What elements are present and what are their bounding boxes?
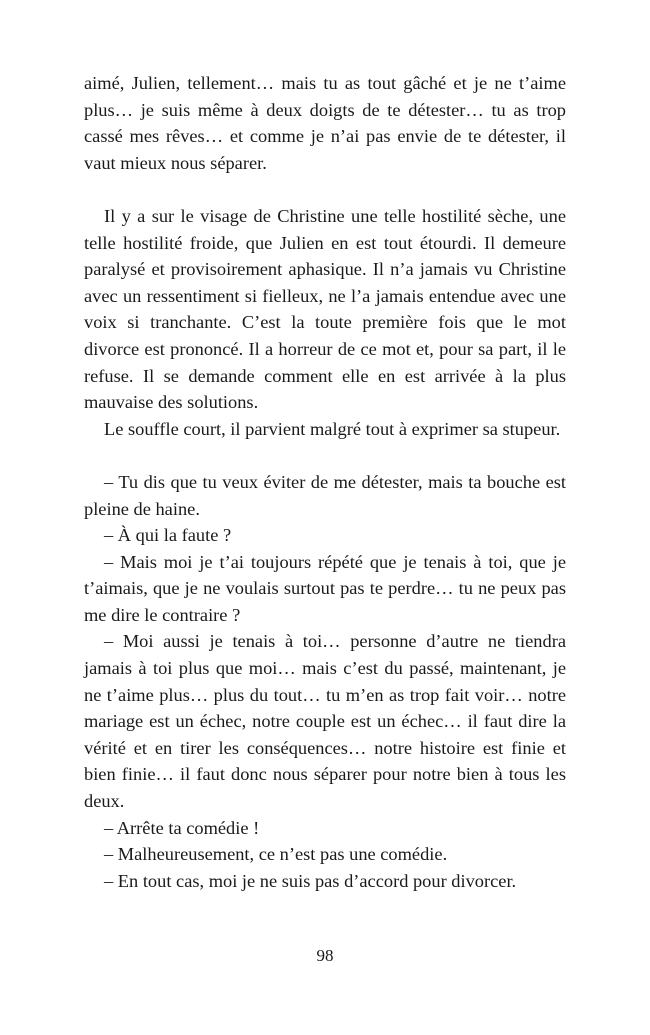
dialogue-line: – Arrête ta comédie ! bbox=[104, 817, 260, 838]
dialogue-line: – Tu dis que tu veux éviter de me détester, mais ta bouche est pleine de haine. bbox=[84, 471, 566, 519]
paragraph-narration: Il y a sur le visage de Christine une telle hostilité sèche, une telle hostilité froide, que Julien en est tout étourdi. Il demeure paralysé et provisoirement aphasique. Il n’a jamais vu Christine avec un ressentiment si fielleux, ne l’a jamais entendue avec une voix si tranchante. C’est la toute première fois que le mot divorce est prononcé. Il a horreur de ce mot et, pour sa part, il le refuse. Il se demande comment elle en est arrivée à la plus mauvaise des solutions. bbox=[84, 205, 566, 413]
dialogue-line: – À qui la faute ? bbox=[104, 525, 232, 546]
page-body bbox=[84, 70, 566, 894]
dialogue-line: – Moi aussi je tenais à toi… personne d’autre ne tiendra jamais à toi plus que moi… mais c’est du passé, maintenant, je ne t’aime plus… plus du tout… tu m’en as trop fait voir… notre mariage est un échec, notre couple est un échec… il faut dire la vérité et en tirer les conséquences… notre histoire est finie et bien finie… il faut donc nous séparer pour notre bien à tous les deux. bbox=[84, 631, 566, 812]
dialogue-line: – Mais moi je t’ai toujours répété que je tenais à toi, que je t’aimais, que je ne voulais surtout pas te perdre… tu ne peux pas me dire le contraire ? bbox=[84, 551, 566, 625]
dialogue-line: – En tout cas, moi je ne suis pas d’accord pour divorcer. bbox=[104, 870, 517, 891]
paragraph-continuation: aimé, Julien, tellement… mais tu as tout gâché et je ne t’aime plus… je suis même à deux doigts de te détester… tu as trop cassé mes rêves… et comme je n’ai pas envie de te détester, il vaut mieux nous séparer. bbox=[84, 73, 566, 173]
paragraph-narration: Le souffle court, il parvient malgré tout à exprimer sa stupeur. bbox=[104, 418, 561, 439]
page-number: 98 bbox=[316, 946, 334, 965]
dialogue-line: – Malheureusement, ce n’est pas une comédie. bbox=[104, 844, 448, 865]
